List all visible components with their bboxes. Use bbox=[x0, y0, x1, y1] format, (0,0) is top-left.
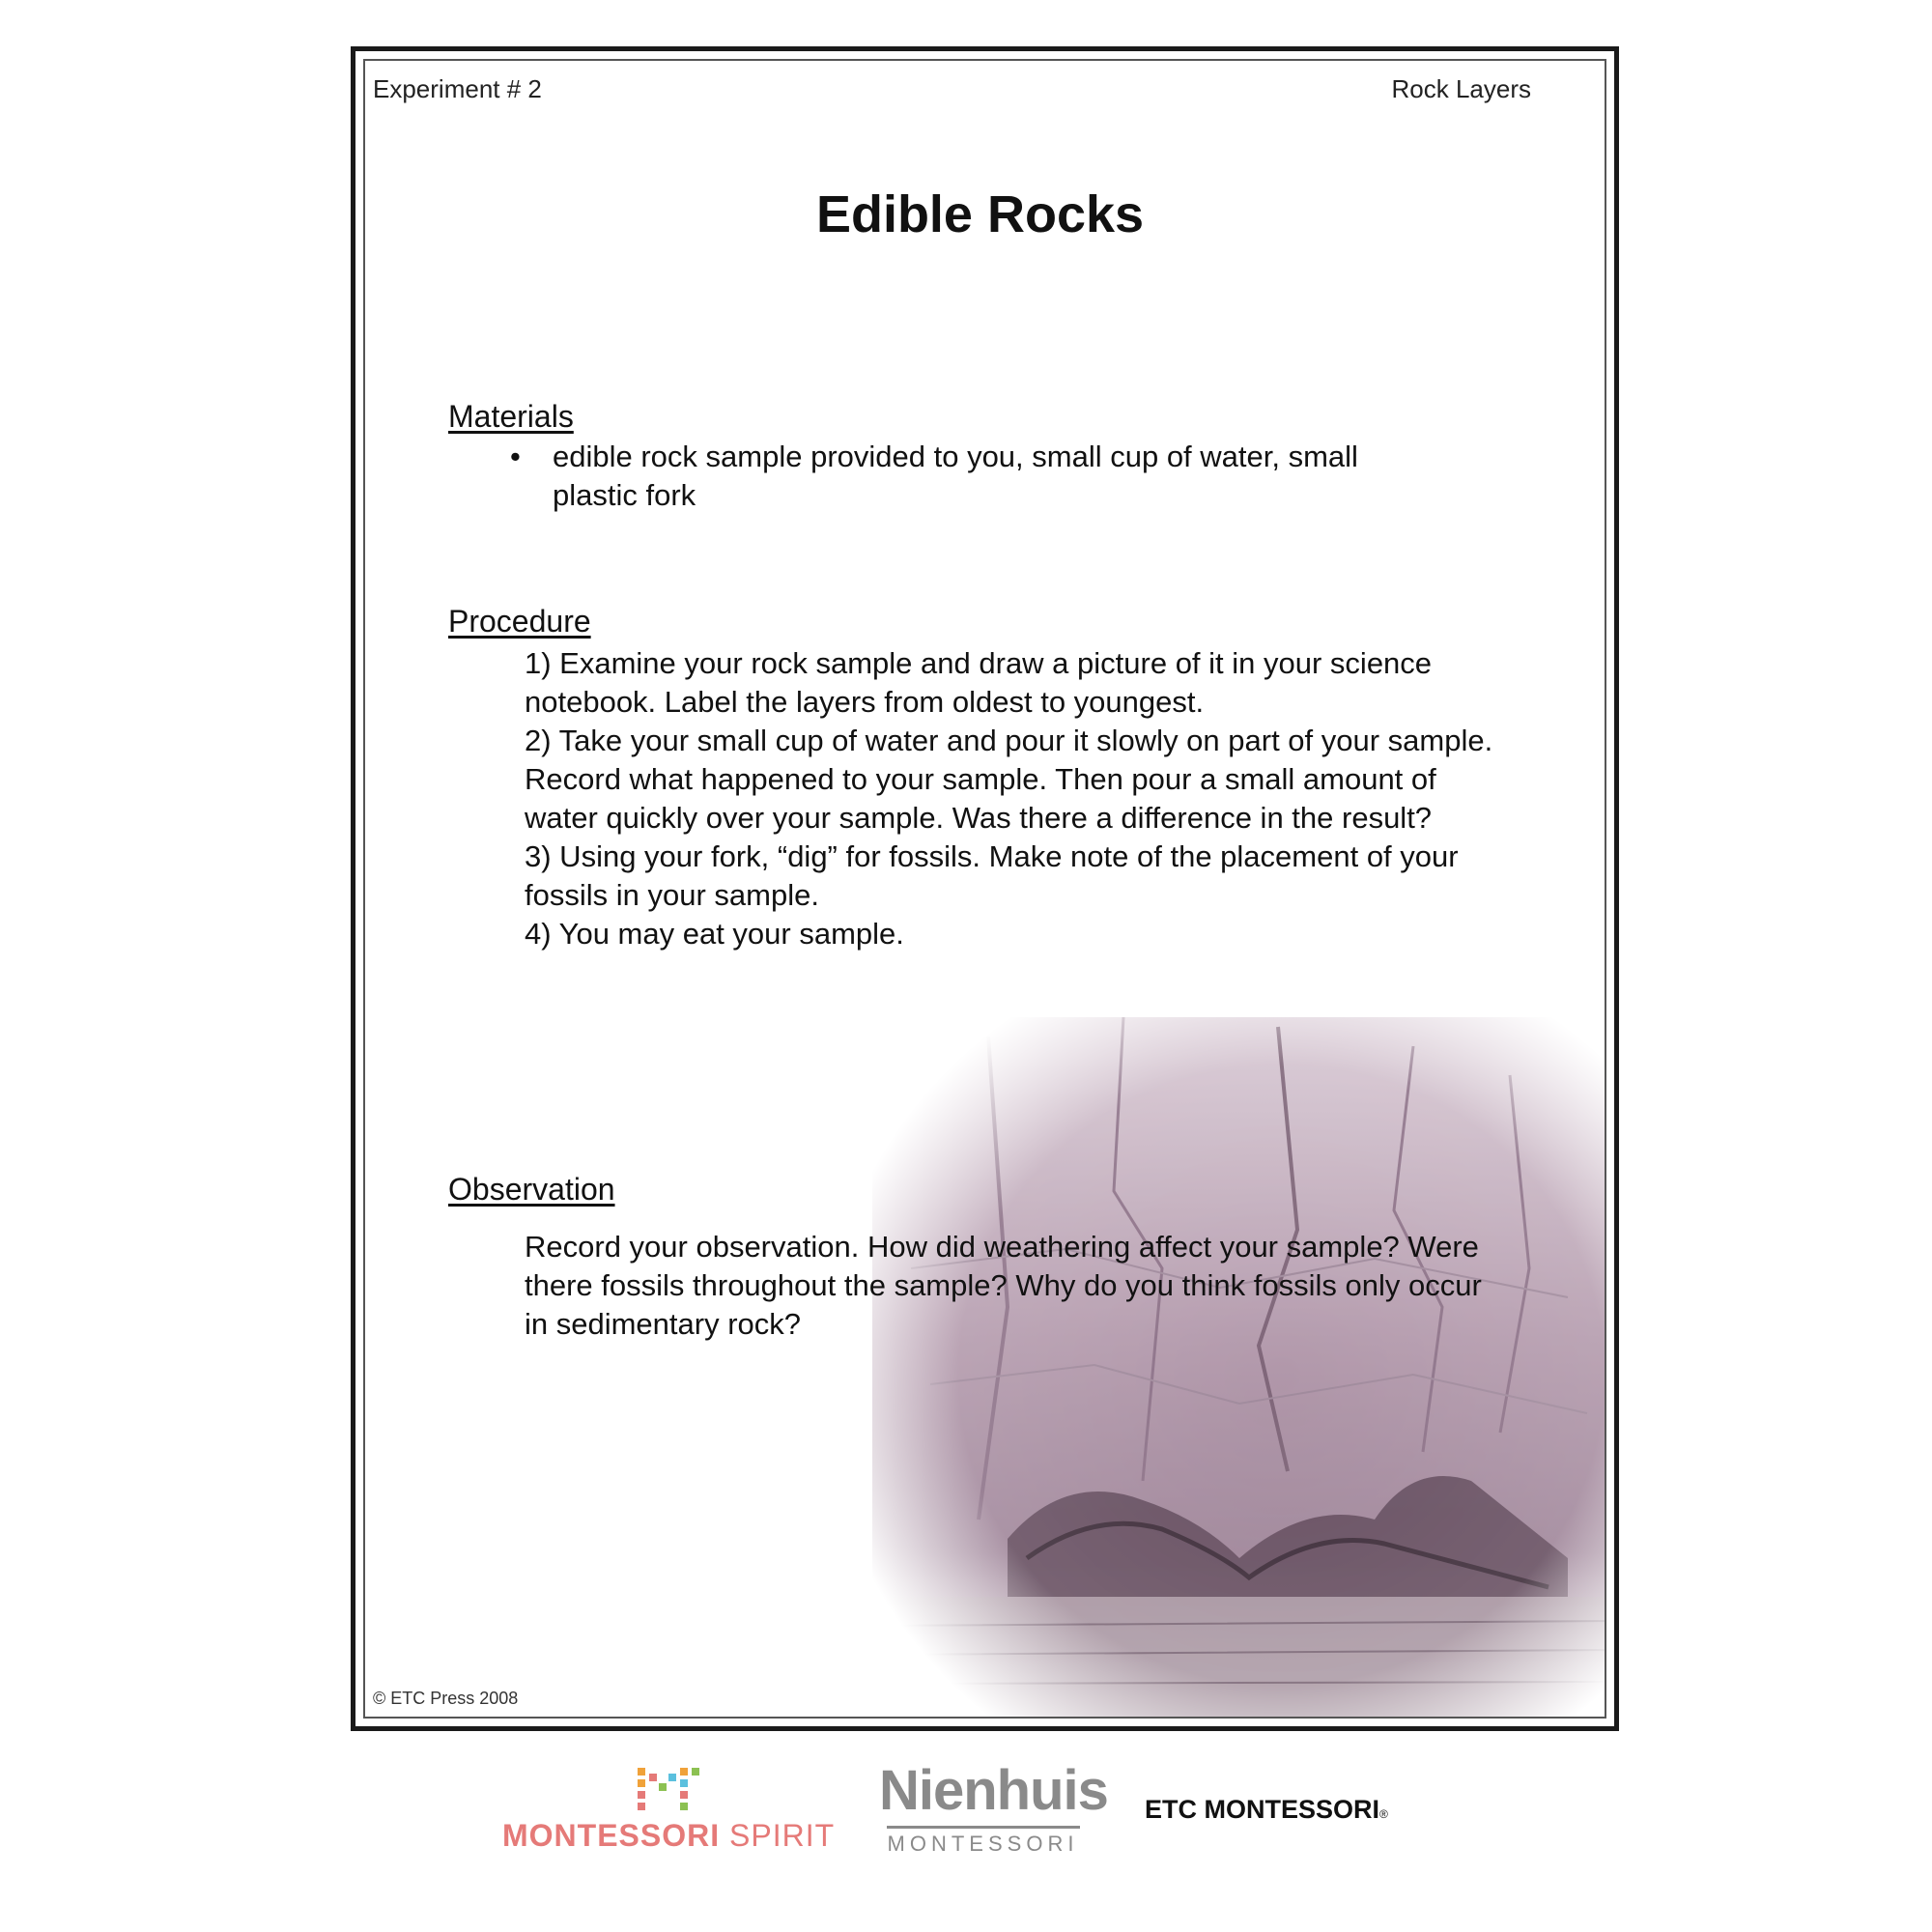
worksheet-inner-border bbox=[363, 59, 1606, 1719]
nienhuis-logo bbox=[879, 1758, 1108, 1864]
observation-heading: Observation bbox=[448, 1172, 615, 1207]
materials-item-text: edible rock sample provided to you, small cup of water, small plastic fork bbox=[553, 440, 1358, 512]
observation-text: Record your observation. How did weathering affect your sample? Were there fossils throughout the sample? Why do you think fossils only occur in sedimentary rock? bbox=[525, 1230, 1482, 1341]
procedure-steps bbox=[525, 644, 1510, 953]
procedure-step-3: 3) Using your fork, “dig” for fossils. Make note of the placement of your fossils in your sample. bbox=[525, 839, 1459, 912]
procedure-step-4: 4) You may eat your sample. bbox=[525, 917, 904, 951]
worksheet-page bbox=[351, 46, 1619, 1731]
procedure-step-1: 1) Examine your rock sample and draw a picture of it in your science notebook. Label the layers from oldest to youngest. bbox=[525, 646, 1433, 719]
montessori-spirit-mark-icon bbox=[638, 1768, 701, 1810]
rock-layers-photo bbox=[872, 1017, 1606, 1719]
page-title: Edible Rocks bbox=[815, 185, 1145, 243]
nienhuis-divider bbox=[887, 1826, 1080, 1829]
registered-mark: ® bbox=[1379, 1807, 1388, 1821]
procedure-step-2: 2) Take your small cup of water and pour it slowly on part of your sample. Record what happened to your sample. Then pour a small amount of water quickly over your sample. Was there a difference in the result? bbox=[525, 724, 1493, 835]
materials-list bbox=[510, 438, 1379, 515]
procedure-heading: Procedure bbox=[448, 604, 591, 639]
nienhuis-wordmark: Nienhuis bbox=[879, 1759, 1108, 1822]
montessori-spirit-wordmark: MONTESSORI SPIRIT bbox=[502, 1818, 836, 1853]
topic-label: Rock Layers bbox=[1391, 74, 1531, 103]
etc-montessori-logo bbox=[1145, 1795, 1388, 1825]
bullet-icon: • bbox=[510, 440, 521, 473]
experiment-number: Experiment # 2 bbox=[373, 74, 542, 103]
etc-wordmark: ETC MONTESSORI bbox=[1145, 1795, 1380, 1824]
materials-heading: Materials bbox=[448, 399, 574, 434]
brand-logos bbox=[0, 1758, 1932, 1874]
nienhuis-subtitle: MONTESSORI bbox=[887, 1832, 1079, 1856]
list-item bbox=[510, 438, 1379, 515]
montessori-spirit-logo bbox=[502, 1768, 836, 1864]
copyright-footer: © ETC Press 2008 bbox=[373, 1689, 519, 1708]
